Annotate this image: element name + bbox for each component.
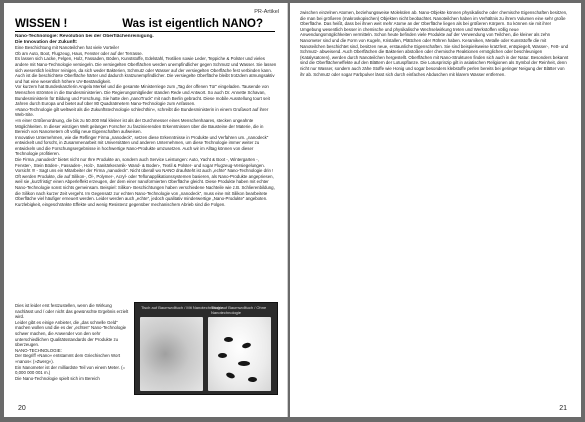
page-number-right: 21 bbox=[559, 405, 567, 412]
paragraph: Die Firma „nanodeck“ bietet nicht nur Ihre Produkte an, sondern auch Service Leistungen: Auto, Yacht & Boot -, Wintergarten -, Fenster-, Stein Böden-, Fassaden-, Holz-, Sanitärkeramik- Wand- & Boden-, Textil & Polster- und sogar Flugzeug-Versiegelungen. bbox=[15, 157, 265, 168]
photo-caption-left: Tisch auf Baumwolltuch / Mit Nanotechnologie bbox=[141, 305, 223, 310]
paragraph: »In einer Größenordnung, die bis zu 50.000 Mal kleiner ist als der Durchmesser eines Menschenhaares, stecken ungeahnte Möglichkeiten. In dieser winzigen Welt gelangen Forscher zu faszinierenden Erkenntnissen über die Bausteine der Materie, die in Bereich von Nanometern oft völlig neue Eigenschaften aufweisen. bbox=[15, 117, 264, 135]
paragraph: Oft werden Produkte, die auf Silikon-, Öl-, Polymer-, Acryl- oder Teflonapplikationssystemen basieren, als Nano-Produkte angepriesen, weil sie „kurzfristig“ einen Abperleffekt erzeugen, der dem einer nanoformierten Oberfläche gleicht. Diese Produkte haben mit echter Nano-Technologie sonst nichts gemeinsam. Beispiel: Silikon- Beschichtungen haben verschiedene Nachteile wie z.B. Schlierenbildung, die Silikon nach kurzer Zeit vergeht. Im Gegensatz zur echten Nano-Technologie von „nanodeck“, muss eine mit Silikon bearbeitete Oberfläche viel häufiger erneuert werden. Leider werden auch „echte“, jedoch qualitativ minderwertige „Nano-Produkte“ angeboten. Kurzlebigkeit, eingeschränkte Effekte und wenig Resistenz gegenüber mechanischem Abrieb sind die Folgen. bbox=[15, 173, 275, 207]
paragraph: Der Begriff »Nano« entstammt dem Griechischen Wort »nanos« (»Zwerg«). bbox=[15, 353, 121, 364]
water-drop bbox=[218, 353, 227, 358]
water-drop bbox=[248, 377, 257, 382]
paragraph: Ob am Auto, Boot, Flugzeug, Haus, Fenster oder auf der Terrasse. bbox=[15, 50, 143, 56]
page-number-left: 20 bbox=[18, 405, 26, 412]
left-lower-column bbox=[15, 303, 131, 403]
paragraph: Eine Beschichtung mit Nanoteilchen hat viele Vorteile! bbox=[15, 45, 119, 51]
paragraph: Innovative Unternehmen, wie die Reflinger Firma „nanodeck“, setzen diese Erkenntnisse in Produkte und Verfahren um. „nanodeck“ entwickelt und forscht, in Zusammenarbeit mit Universitäten und anderen Unternehmen, um diese Technologie immer weiter zu entwickeln und die Forschungsergebnisse in hochwertige Nano-Produkte umzusetzen. Auch wir im Alltag können von dieser Technologie profitieren. bbox=[15, 134, 269, 157]
water-drop bbox=[224, 337, 233, 342]
paragraph-heading: NANO-TECHNOLOGIE: bbox=[15, 347, 62, 353]
paragraph: Dies ist leider erst festzustellen, wenn die Wirkung nachlässt und / oder nicht das gewünschte Ergebnis erzielt wird. bbox=[15, 303, 129, 320]
comparison-photo bbox=[134, 302, 278, 395]
photo-caption-right: Tisch auf Baumwolltuch / Ohne Nanotechnologie bbox=[211, 305, 267, 315]
paragraph: Die Nano-Technologie spielt sich im Bereich bbox=[15, 375, 100, 381]
right-article-column bbox=[300, 10, 570, 400]
left-page bbox=[4, 3, 288, 417]
paragraph: Vorsicht !!! - Sagt uns ein Mitarbeiter der Firma „nanodeck“. Nicht überall wo NANO draufsteht ist auch „echte“ Nano-Technologie drin ! bbox=[15, 168, 274, 174]
article-subtitle-2: Die Innovation der Zukunft: bbox=[15, 39, 78, 45]
section-label: PR-Artikel bbox=[254, 9, 279, 15]
paragraph: Vor kurzem hat Bundeskanzlerin Angela Merkel und die gesamte Ministerriege zum „Tag der offenen Tür“ eingeladen. Tausende von Menschen strömten in die Bundesministerien. Die Regierungsmitglieder standen Rede und Antwort. So auch Dr. Annette Schavan, Bundesministerin für Bildung und Forschung. Sie hatte den „nanoTruck“ mit nach Berlin gebracht. Diese mobile Ausstellung tourt seit Jahren durch Europa und bietet auf über 80 Quadratmetern Nano-Technologie zum Anfassen. bbox=[15, 84, 270, 107]
paragraph: Leider gibt es einige Anbieter, die „das schnelle Geld“ machen wollen und die es der „echten“ Nano-Technologie schwer machen, die Anwender von den sehr unterschiedlichen Qualitätsstandards der Produkte zu überzeugen. bbox=[15, 319, 127, 348]
water-drop bbox=[238, 361, 250, 366]
paragraph: »Nano-Technologie gilt weltweit als die Zukunftstechnologie schlechthin«, schreibt die Bundesministerin in einem Grußwort auf ihrer Web-Site. bbox=[15, 106, 269, 118]
fabric-swatch-left bbox=[140, 317, 203, 391]
paragraph: zwischen einzelnen Atomen, beziehungsweise Molekülen ab. Nano-Objekte können physikalische oder chemische Eigenschaften besitzen, die man bei größeren (makroskopischen) Objekten nicht beobachtet. Nanoteilchen haben im Verhältnis zu ihrem Volumen eine sehr große Oberfläche. Das heißt, dass bei ihnen weit mehr Atome an der Oberfläche liegen als bei größeren Körpern. So können sie mit ihrer Umgebung wesentlich besser in chemische und physikalische Wechselwirkung treten und Werkstoffen völlig neue Anwendungsmöglichkeiten vermitteln. Schon heute befinden viele Produkte auf der Verwendung von Teilchen, die kleiner als zehn Nanometer sind und die Form von Kugeln, Kristallen, Plättchen oder Röhren haben. Keramiken, Metalle oder Kunststoffe die mit Nanoteilchen beschichtet sind, besitzen neue, erstaunliche Eigenschaften. Sie sind beispielsweise kratzfest, entspiegelt, Wasser-, Fett- und Schmutz- abweisend. Auch Oberflächen die Bakterien abstoßen oder chemische Reaktionen ermöglichen oder beschleunigen (Katalysatoren), werden durch Nanoteilchen hergestellt. Oberflächen mit Nano-Strukturen finden sich auch in der Natur. Besonders bekannt sind die Oberflächeneffekte auf den Blättern der Lotuspflanze. Die Lotusprinzip gilt in asiatischen Religionen als Symbol der Reinheit, denn nicht nur Wasser, sondern auch zähe Stoffe wie Honig und sogar besonders klebstoffe perlen bereits bei geringer Neigung der Blätter von ihr ab. Schmutz oder sogar Farbpulver lässt sich durch einfaches Abduschen mit klarem Wasser entfernen. bbox=[300, 10, 569, 77]
article-subtitle: Nano-Technologie: Revolution bei der Oberflächenreinigung. bbox=[15, 34, 154, 39]
right-page bbox=[290, 3, 581, 417]
paragraph: Es lassen sich Lacke, Felgen, Holz, Fassaden, Böden, Kunststoffe, Edelstahl, Textilien sowie Leder, Teppiche & Polster und vieles andere mit Nano-Technologie versiegeln. Die versiegelten Oberflächen werden unempfindlicher gegen Schmutz und Wasser. Sie lassen sich wesentlich leichter reinigen, da sich weder Bakterien, Schmutz oder Wasser auf der versiegelten Oberfläche fest verbinden kann. Auch ist die beschichtete Oberfläche härter und dadurch kratzunempfindlicher. Die versiegelte Oberfläche bleibt trotzdem atmungsaktiv und hat eine wesentlich höhere UV-Beständigkeit. bbox=[15, 56, 277, 84]
water-drop bbox=[242, 342, 252, 349]
headline bbox=[15, 18, 275, 32]
headline-kicker: WISSEN ! bbox=[15, 18, 68, 30]
paragraph: Ein Nanometer ist der milliardste Teil von einem Meter. (= 0,000 000 001 m.) bbox=[15, 364, 126, 376]
headline-title: Was ist eigentlich NANO? bbox=[122, 18, 263, 30]
fabric-swatch-right bbox=[208, 317, 271, 391]
water-drop bbox=[225, 372, 235, 380]
